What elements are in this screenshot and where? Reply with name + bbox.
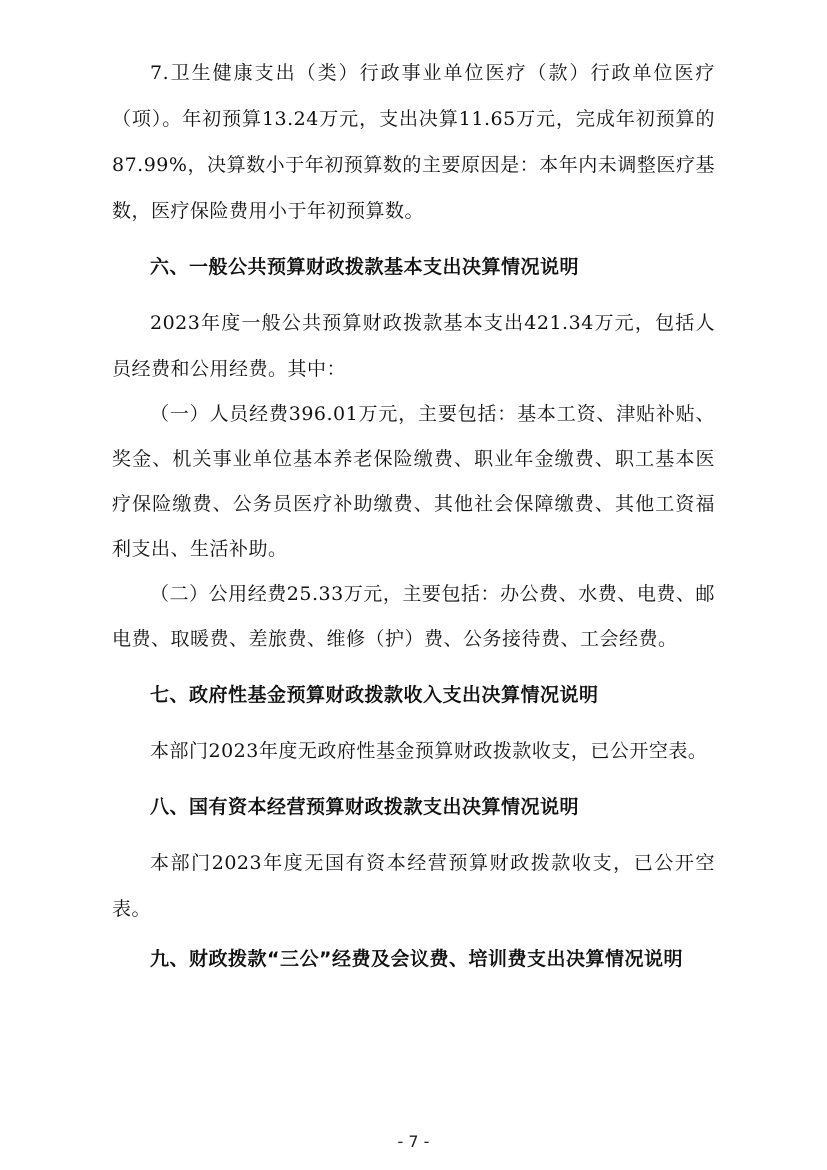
heading-section-6: 六、一般公共预算财政拨款基本支出决算情况说明	[150, 256, 580, 278]
heading-section-8: 八、国有资本经营预算财政拨款支出决算情况说明	[150, 796, 580, 818]
paragraph-government-fund: 本部门2023年度无政府性基金预算财政拨款收支，已公开空表。	[150, 740, 708, 762]
paragraph-basic-expenditure-intro: 2023年度一般公共预算财政拨款基本支出421.34万元，包括人员经费和公用经费。其中：	[112, 312, 715, 380]
paragraph-personnel-expenses: （一）人员经费396.01万元，主要包括：基本工资、津贴补贴、奖金、机关事业单位基本养老保险缴费、职业年金缴费、职工基本医疗保险缴费、公务员医疗补助缴费、其他社会保障缴费、其他工资福利支出、生活补助。	[112, 403, 715, 560]
paragraph-health-expenditure: 7.卫生健康支出（类）行政事业单位医疗（款）行政单位医疗（项）。年初预算13.24万元，支出决算11.65万元，完成年初预算的87.99%，决算数小于年初预算数的主要原因是：本年内未调整医疗基数，医疗保险费用小于年初预算数。	[112, 62, 715, 222]
document-body	[112, 50, 715, 976]
heading-section-9: 九、财政拨款“三公”经费及会议费、培训费支出决算情况说明	[150, 948, 683, 970]
heading-section-7: 七、政府性基金预算财政拨款收入支出决算情况说明	[150, 684, 599, 706]
page-number: - 7 -	[397, 1132, 430, 1151]
paragraph-state-capital: 本部门2023年度无国有资本经营预算财政拨款收支，已公开空表。	[112, 852, 715, 920]
paragraph-public-expenses: （二）公用经费25.33万元，主要包括：办公费、水费、电费、邮电费、取暖费、差旅费、维修（护）费、公务接待费、工会经费。	[112, 583, 715, 650]
